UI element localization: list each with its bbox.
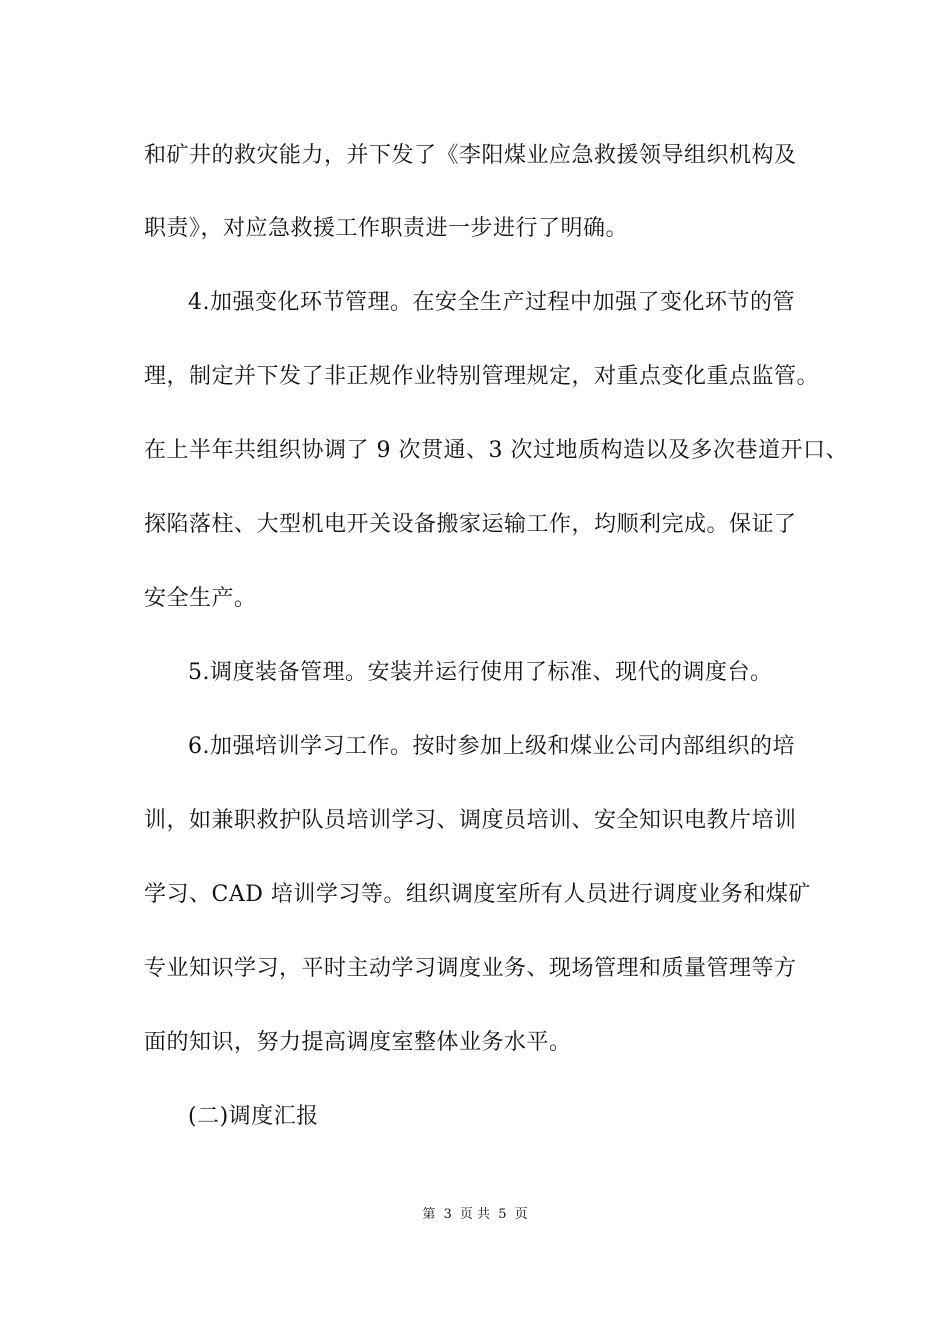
body-text-line: 专业知识学习，平时主动学习调度业务、现场管理和质量管理等方 [144,956,797,981]
footer-page-prefix: 第 [422,1207,436,1222]
body-text-line: 安全生产。 [144,586,257,611]
body-text-line: 面的知识，努力提高调度室整体业务水平。 [144,1030,572,1055]
body-text-line: 4.加强变化环节管理。在安全生产过程中加强了变化环节的管 [188,290,795,315]
footer-page-mid: 页 共 [459,1207,491,1222]
body-text-line: 职责》，对应急救援工作职责进一步进行了明确。 [144,216,629,241]
page-footer [0,1206,950,1224]
body-text-line: 和矿井的救灾能力，并下发了《李阳煤业应急救援领导组织机构及 [144,143,797,168]
body-text-line: 在上半年共组织协调了 9 次贯通、3 次过地质构造以及多次巷道开口、 [144,438,848,463]
footer-page-suffix: 页 [514,1207,528,1222]
footer-current-page: 3 [443,1207,452,1222]
body-text-line: 学习、CAD 培训学习等。组织调度室所有人员进行调度业务和煤矿 [144,882,811,907]
body-text-line: 理，制定并下发了非正规作业特别管理规定，对重点变化重点监管。 [144,364,820,389]
body-text-line: 探陷落柱、大型机电开关设备搬家运输工作，均顺利完成。保证了 [144,512,797,537]
section-heading: (二)调度汇报 [188,1104,319,1129]
body-text-line: 6.加强培训学习工作。按时参加上级和煤业公司内部组织的培 [188,734,795,759]
footer-total-pages: 5 [498,1207,507,1222]
body-text-line: 5.调度装备管理。安装并运行使用了标准、现代的调度台。 [188,660,773,685]
body-text-line: 训，如兼职救护队员培训学习、调度员培训、安全知识电教片培训 [144,808,797,833]
